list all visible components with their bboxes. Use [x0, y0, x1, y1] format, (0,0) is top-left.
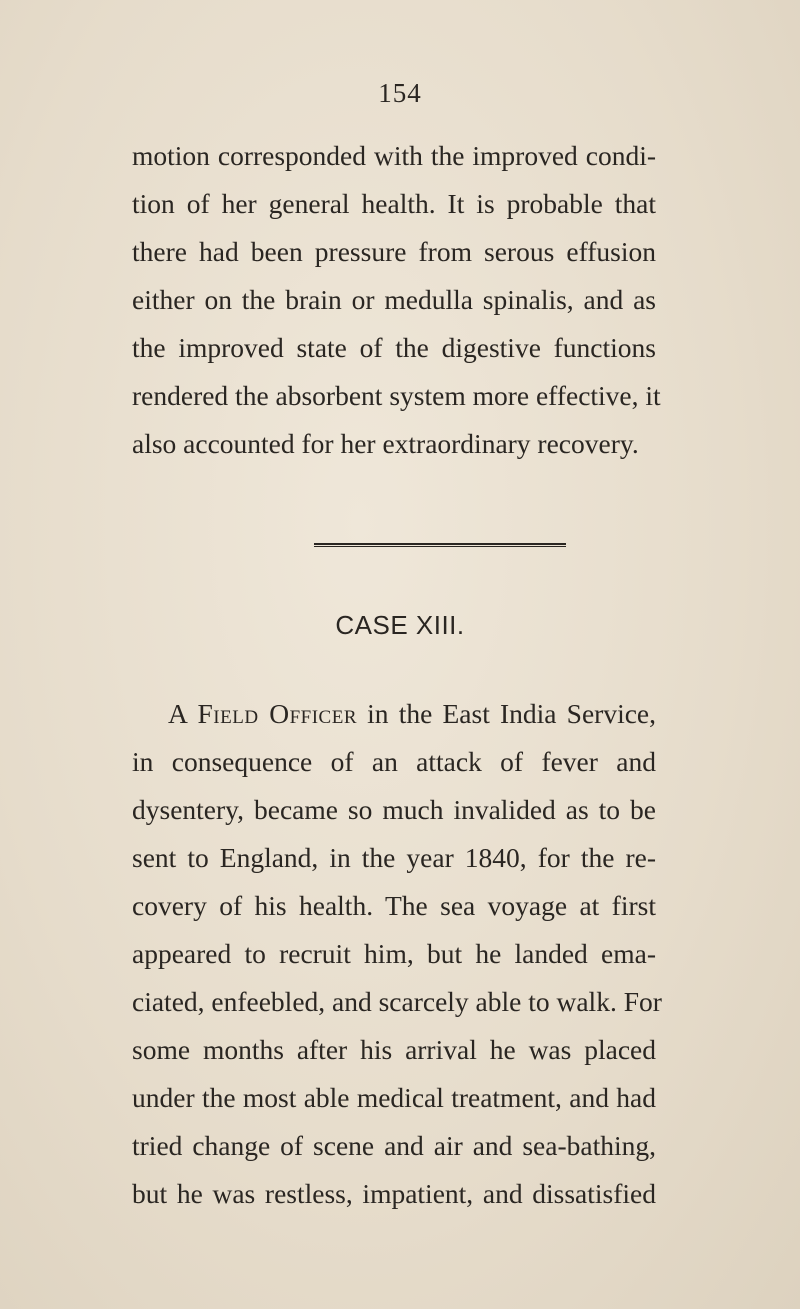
text-line: tion of her general health. It is probable that: [132, 188, 656, 219]
text-line: either on the brain or medulla spinalis, and as: [132, 284, 656, 315]
text-line: also accounted for her extraordinary recovery.: [132, 428, 639, 459]
text-line: there had been pressure from serous effusion: [132, 236, 656, 267]
section-divider-rule: [314, 543, 566, 547]
case-heading: CASE XIII.: [335, 610, 465, 640]
lead-smallcaps: A Field Officer: [168, 698, 357, 729]
text-line: tried change of scene and air and sea-bathing,: [132, 1130, 656, 1161]
text-line: some months after his arrival he was placed: [132, 1034, 656, 1065]
text-line: under the most able medical treatment, and had: [132, 1082, 656, 1113]
text-line: ciated, enfeebled, and scarcely able to walk. For: [132, 986, 662, 1017]
text-line: appeared to recruit him, but he landed ema-: [132, 938, 656, 969]
text-line: in consequence of an attack of fever and: [132, 746, 656, 777]
text-line: rendered the absorbent system more effective, it: [132, 380, 661, 411]
text-line: motion corresponded with the improved condi-: [132, 140, 656, 171]
text-line: covery of his health. The sea voyage at first: [132, 890, 656, 921]
text-line: dysentery, became so much invalided as to be: [132, 794, 656, 825]
text-line: but he was restless, impatient, and dissatisfied: [132, 1178, 656, 1209]
first-line-rest: in the East India Service,: [357, 698, 656, 729]
text-line: the improved state of the digestive functions: [132, 332, 656, 363]
paragraph-1: [132, 132, 661, 468]
page-number: 154: [378, 78, 422, 108]
text-line: sent to England, in the year 1840, for the re-: [132, 842, 656, 873]
text-line-first: [132, 690, 656, 738]
paragraph-2: [132, 690, 662, 1218]
